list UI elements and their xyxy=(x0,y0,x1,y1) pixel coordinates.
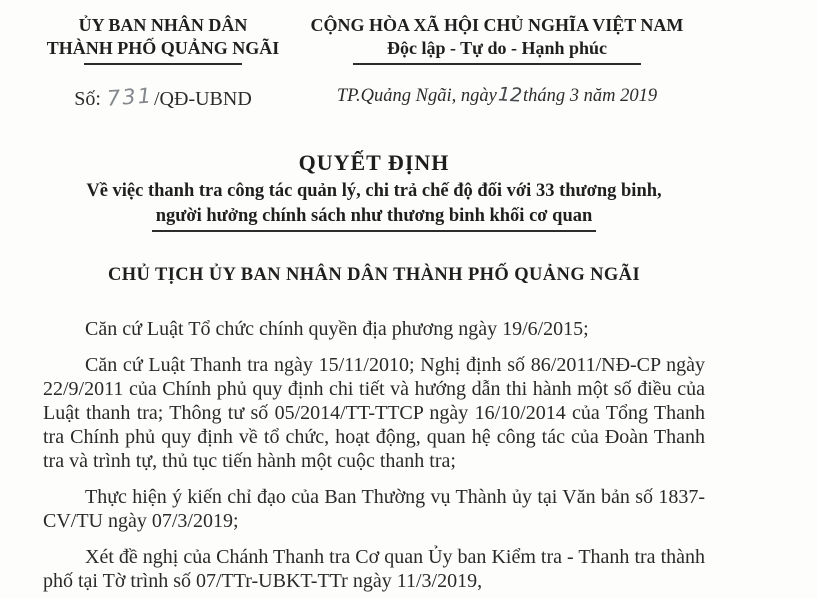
dateline-suffix: tháng 3 năm 2019 xyxy=(523,86,658,106)
issuer-heading: CHỦ TỊCH ỦY BAN NHÂN DÂN THÀNH PHỐ QUẢNG NGÃI xyxy=(107,265,641,285)
issuing-agency-line2: THÀNH PHỐ QUẢNG NGÃI xyxy=(46,38,280,58)
document-content xyxy=(43,14,705,593)
national-motto: Độc lập - Tự do - Hạnh phúc xyxy=(386,38,608,58)
dateline-prefix: TP.Quảng Ngãi, ngày xyxy=(336,86,497,106)
national-title: CỘNG HÒA XÃ HỘI CHỦ NGHĨA VIỆT NAM xyxy=(310,15,684,35)
decision-title: QUYẾT ĐỊNH xyxy=(298,150,450,175)
agency-underline xyxy=(84,63,242,65)
issuing-agency-line1: ỦY BAN NHÂN DÂN xyxy=(78,15,248,35)
handwritten-document-number: 731 xyxy=(106,83,154,111)
motto-underline xyxy=(353,63,641,65)
document-number-suffix: /QĐ-UBND xyxy=(154,88,252,110)
legal-basis-section xyxy=(43,317,705,593)
issuing-agency-block xyxy=(43,14,283,111)
legal-basis-paragraph-2: Căn cứ Luật Thanh tra ngày 15/11/2010; Nghị định số 86/2011/NĐ-CP ngày 22/9/2011 của Chính phủ quy định chi tiết và hướng dẫn thi hành một số điều của Luật thanh tra; Thông tư số 05/2014/TT-TTCP ngày 16/10/2014 của Tổng Thanh tra Chính phủ quy định về tổ chức, hoạt động, quan hệ công tác của Đoàn Thanh tra và trình tự, thủ tục tiến hành một cuộc thanh tra; xyxy=(43,354,705,472)
decision-subject-line2-wrap xyxy=(43,204,705,232)
document-header xyxy=(43,14,705,111)
document-number-prefix: Số: xyxy=(74,88,101,110)
national-motto-block xyxy=(289,14,705,108)
legal-basis-paragraph-1: Căn cứ Luật Tổ chức chính quyền địa phương ngày 19/6/2015; xyxy=(85,318,589,340)
decision-subject xyxy=(43,179,705,232)
legal-basis-paragraph-4: Xét đề nghị của Chánh Thanh tra Cơ quan Ủy ban Kiểm tra - Thanh tra thành phố tại Tờ trình số 07/TTr-UBKT-TTr ngày 11/3/2019, xyxy=(43,546,705,592)
handwritten-day: 12 xyxy=(497,83,523,107)
place-date-line xyxy=(289,83,705,108)
document-number-line xyxy=(43,83,283,111)
legal-basis-paragraph-3: Thực hiện ý kiến chỉ đạo của Ban Thường vụ Thành ủy tại Văn bản số 1837-CV/TU ngày 07/3/2019; xyxy=(43,486,705,532)
decision-subject-line1: Về việc thanh tra công tác quản lý, chi trả chế độ đối với 33 thương binh, xyxy=(86,181,662,201)
decision-subject-line2: người hưởng chính sách như thương binh khối cơ quan xyxy=(152,204,597,232)
